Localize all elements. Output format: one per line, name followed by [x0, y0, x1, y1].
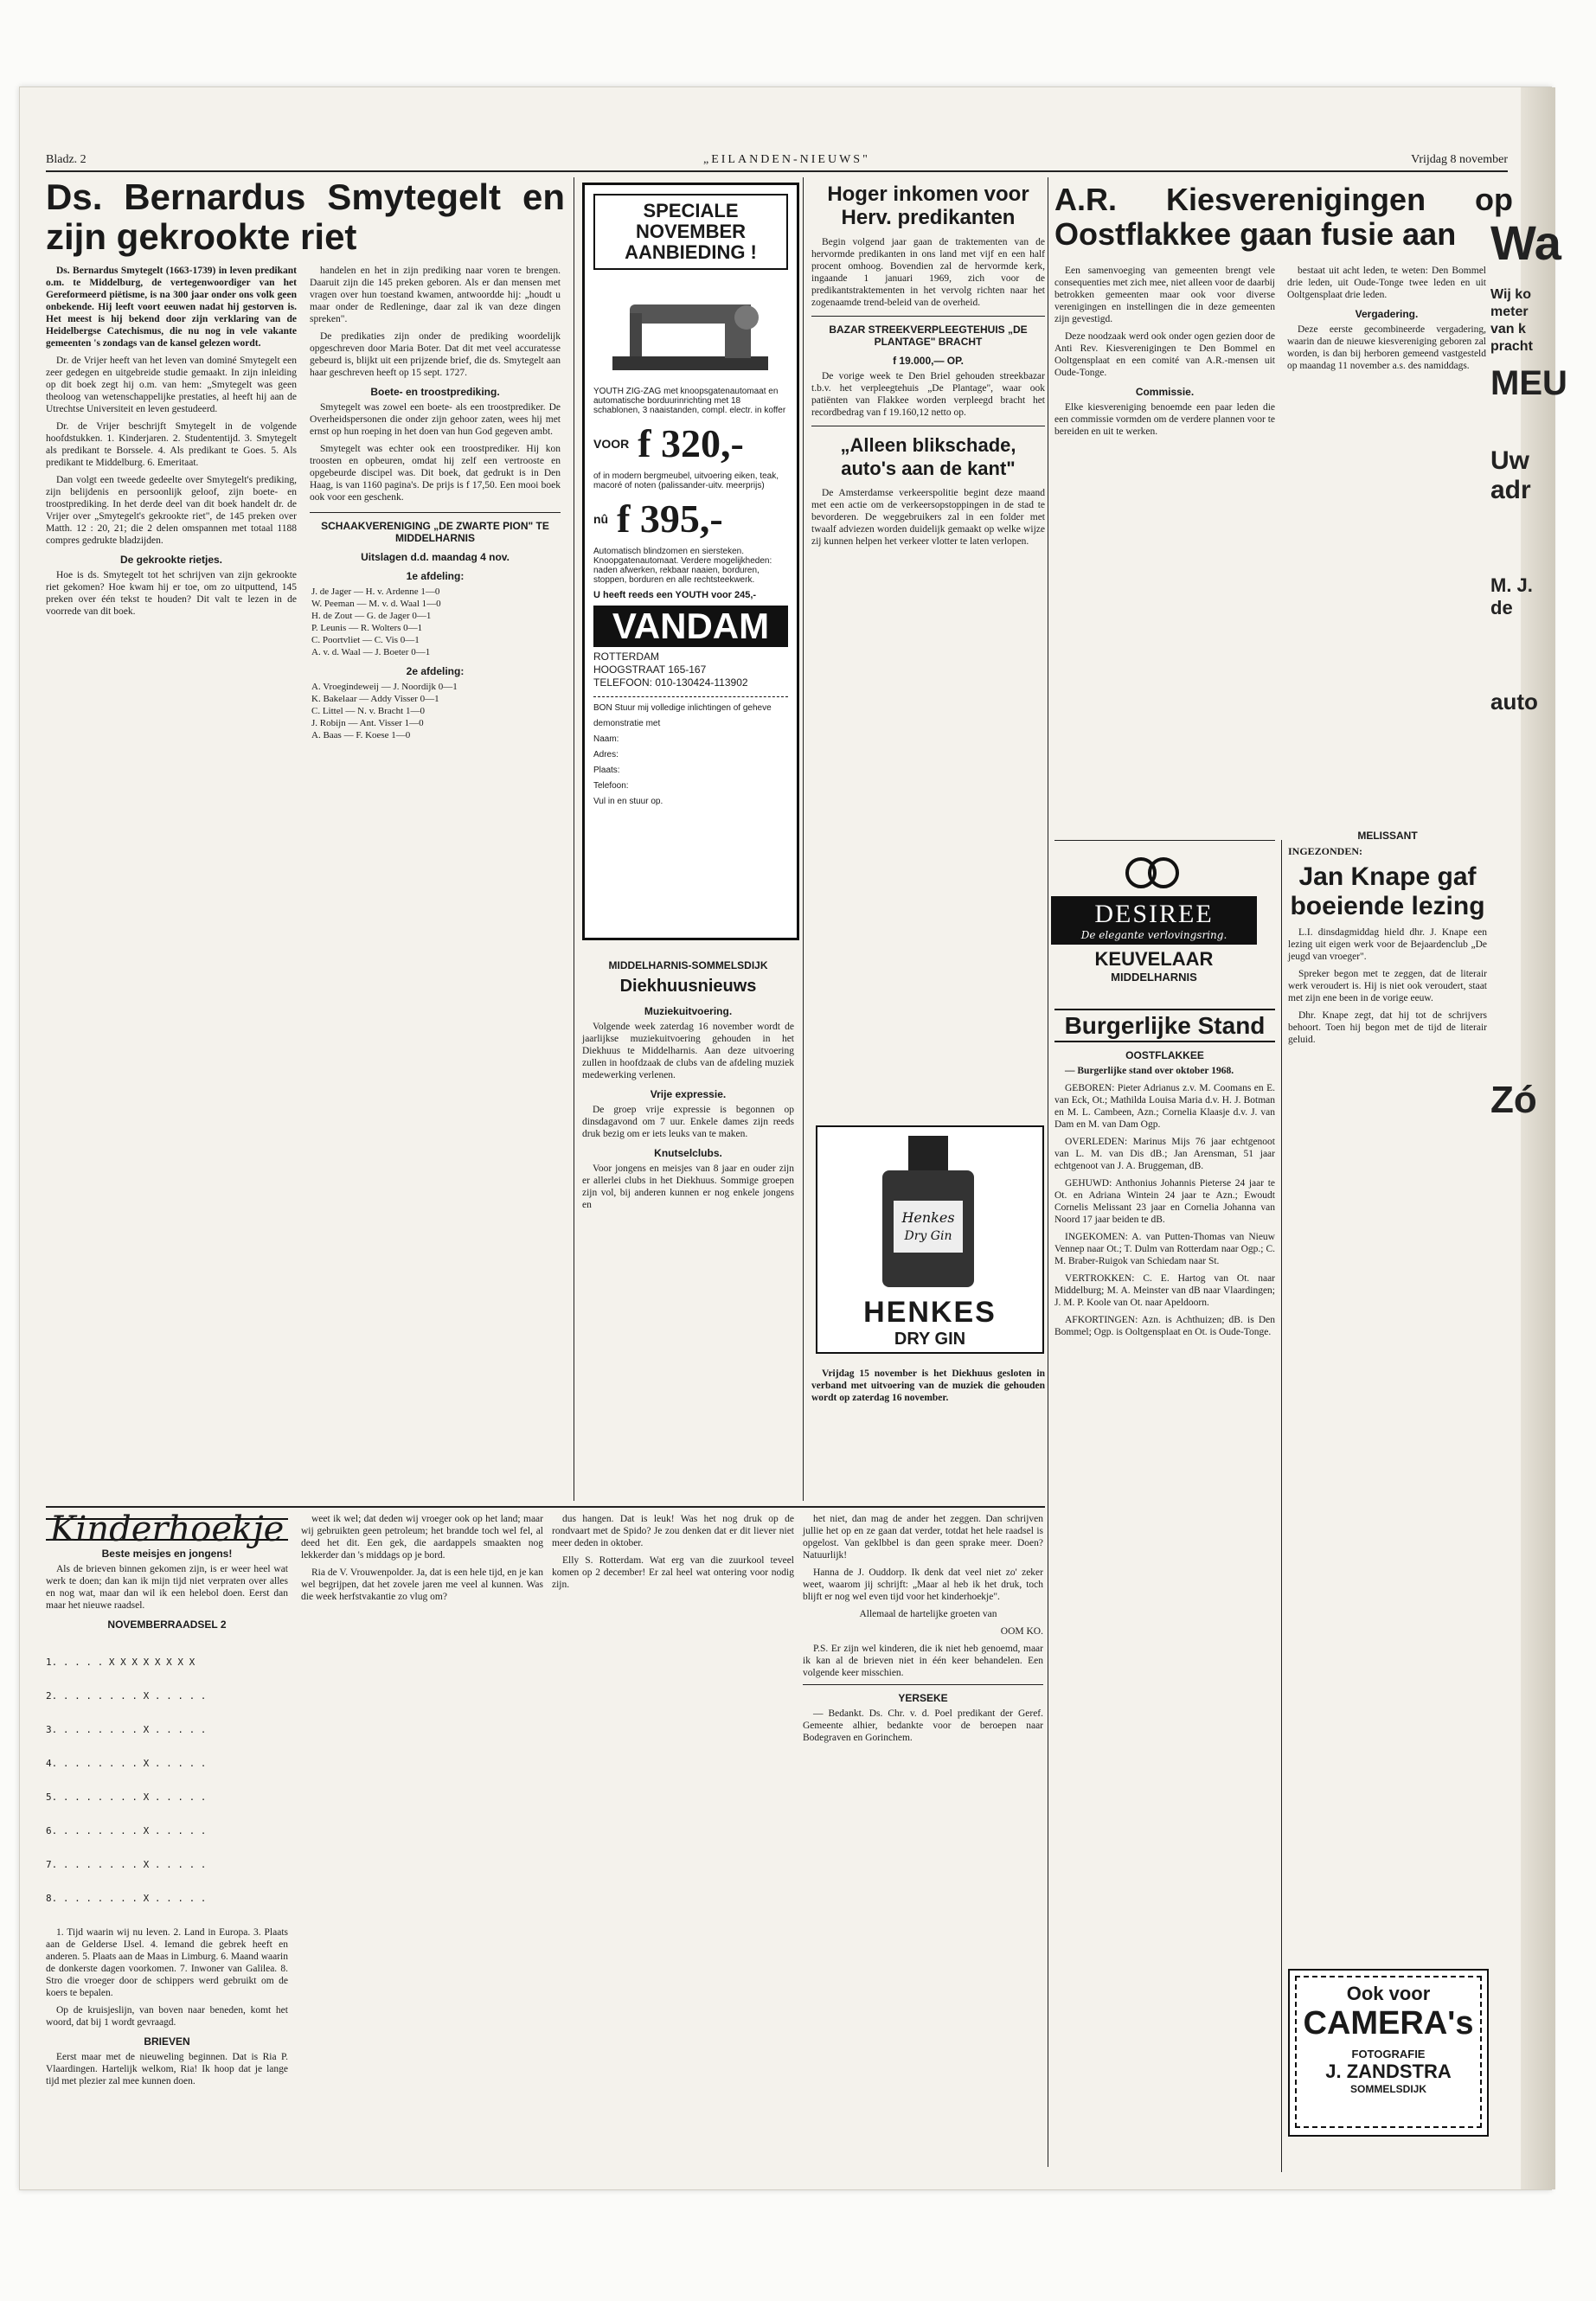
ad-city: ROTTERDAM	[593, 651, 659, 663]
brieven-p: Eerst maar met de nieuweling beginnen. Dat is Ria P. Vlaardingen. Hartelijk welkom, Ria! Ik hoop dat je lange tijd met plezier zal mee kunnen doen.	[46, 2052, 288, 2086]
section-rule	[1054, 840, 1275, 841]
burgerlijke-place: OOSTFLAKKEE	[1125, 1049, 1204, 1061]
smytegelt-c2p1: handelen en het in zijn prediking naar voren te brengen. Daaruit zijn die 145 preken geboren. Als er dan mensen met vragen over hun toestand kwamen, antwoordde hij: „houdt u maar onder de Redleninge, daar zal ik van deze dingen spreken".	[310, 266, 561, 324]
kinder-ps: P.S. Er zijn wel kinderen, die ik niet heb genoemd, maar ik kan al de brieven niet in één keer behandelen. Een volgende keer misschien.	[803, 1644, 1043, 1678]
raadsel-clues2: Op de kruisjeslijn, van boven naar beneden, komt het woord, dat bij 1 wordt gevraagd.	[46, 2005, 288, 2028]
paper-title: „EILANDEN-NIEUWS"	[703, 153, 870, 166]
burgerlijke-afkortingen: AFKORTINGEN: Azn. is Achthuizen; dB. is Den Bommel; Ogp. is Ooltgensplaat en Ot. is Oude-Tonge.	[1054, 1315, 1275, 1337]
kinder-c2p1: weet ik wel; dat deden wij vroeger ook op het land; maar wij gebruikten geen petroleum; het brandde toch wel fel, al deed het dit. Een gek, die aardappels smaakten nog lekkerder dan 's middags op je bord.	[301, 1514, 543, 1561]
yerseke-p: — Bedankt. Ds. Chr. v. d. Poel predikant der Geref. Gemeente alhier, bedankte voor de beroepen naar Bodegraven en Gorinchem.	[803, 1708, 1043, 1743]
schaak-row: H. de Zout — G. de Jager 0—1	[311, 611, 432, 621]
camera-ad	[1288, 1969, 1489, 2137]
rings-icon	[1051, 849, 1257, 892]
blik-title: „Alleen blikschade, auto's aan de kant"	[840, 434, 1016, 479]
issue-date: Vrijdag 8 november	[1411, 153, 1508, 166]
melissant-ingezonden: INGEZONDEN:	[1288, 845, 1363, 857]
smytegelt-c2p3: Smytegelt was zowel een boete- als een troostprediker. De Overheidspersonen die onder zijn gehoor zaten, wees hij met ernst op hun roeping in het doen van hun God gegeven ambt.	[310, 402, 561, 437]
diekhuus-s1: Muziekuitvoering.	[644, 1005, 733, 1017]
schaak-row: J. de Jager — H. v. Ardenne 1—0	[311, 586, 440, 597]
burgerlijke-title: Burgerlijke Stand	[1054, 1009, 1275, 1042]
folio-line	[46, 153, 1508, 170]
predikanten-p1: Begin volgend jaar gaan de traktementen van de hervormde predikanten in ons land met vijf en een half procent omhoog. Bovendien zal de hervormde kerk, ingaande 1 januari 1969, zich voor de predikantstraktementen in het vervolg richten naar het zogenaamde trend-beleid van de overheid.	[811, 237, 1045, 308]
predikanten-col	[811, 183, 1045, 1117]
ad-title: SPECIALE NOVEMBER AANBIEDING !	[593, 194, 788, 270]
desiree-shop: KEUVELAAR	[1094, 948, 1214, 970]
vrijdag-notice: Vrijdag 15 november is het Diekhuus gesloten in verband met uitvoering van de muziek die gehouden wordt op zaterdag 16 november.	[811, 1368, 1045, 1403]
schaak-title: SCHAAKVERENIGING „DE ZWARTE PION" TE MIDDELHARNIS	[321, 520, 549, 544]
peek-w5: M. J. de	[1490, 574, 1533, 619]
grid-row: 4. . . . . . . . X . . . . .	[46, 1758, 207, 1769]
bottle-label-1: Henkes	[901, 1209, 955, 1226]
kies-c2p1: bestaat uit acht leden, te weten: Den Bommel drie leden, uit Oude-Tonge twee leden en uit Ooltgensplaat drie leden.	[1287, 266, 1486, 300]
smytegelt-headline-block	[46, 177, 565, 255]
kies-p2: Deze noodzaak werd ook onder ogen gezien door de Anti Rev. Kiesverenigingen te Den Bommel en Ooltgensplaat en een comité van A.R.-mensen uit Oude-Tonge.	[1054, 331, 1275, 378]
diekhuus-s2p: De groep vrije expressie is begonnen op dinsdagavond om 7 uur. Enkele dames zijn reeds druk bezig om er iets leuks van te maken.	[582, 1105, 794, 1139]
camera-line4: J. ZANDSTRA	[1325, 2061, 1452, 2082]
peek-w6: auto	[1490, 689, 1538, 715]
ad-price2: f 395,-	[617, 497, 723, 541]
sewing-machine-icon	[595, 279, 785, 382]
schaak-row: C. Littel — N. v. Bracht 1—0	[311, 706, 425, 716]
ad-stuur: Vul in en stuur op.	[593, 797, 663, 806]
col-divider	[1281, 840, 1282, 2172]
kinder-c4p1: het niet, dan mag de ander het zeggen. Dan schrijven jullie het op en ze gaan dat verder, totdat het hele raadsel is opgelost. Van geklbbel is dan geen sprake meer. Doen? Natuurlijk!	[803, 1514, 1043, 1561]
raadsel-title: NOVEMBERRAADSEL 2	[107, 1618, 227, 1631]
kinder-c3p2: Elly S. Rotterdam. Wat erg van die zuurkool teveel komen op 2 december! Er zal heel wat ontering voor nodig zijn.	[552, 1555, 794, 1590]
ad-brand: VANDAM	[593, 606, 788, 647]
diekhuus-s3p: Voor jongens en meisjes van 8 jaar en ouder zijn er allerlei clubs in het Diekhuus. Sommige groepen zijn vol, bij anderen kunnen er nog enkele jongens en	[582, 1163, 794, 1210]
smytegelt-p2: Dr. de Vrijer beschrijft Smytegelt in de volgende hoofdstukken. 1. Kinderjaren. 2. Studententijd. 3. Smytegelt als predikant te Borssele. 4. Als predikant te Goes. 5. Als predikant te Middelburg. 6. Emeritaat.	[46, 421, 297, 468]
melissant-p3: Dhr. Knape zegt, dat hij tot de schrijvers behoort. Toen hij begon met de tijd de literair geluid.	[1288, 1010, 1487, 1045]
ad-price1: f 320,-	[638, 421, 744, 465]
kinder-col-3	[552, 1513, 794, 2170]
henkes-ad	[816, 1125, 1044, 1354]
ad-desc1: YOUTH ZIG-ZAG met knoopsgatenautomaat en automatische borduurinrichting met 18 schablonen, 3 naaistanden, compl. electr. in koffer	[593, 387, 786, 415]
ad-voor: VOOR	[593, 436, 630, 451]
burgerlijke-sub: — Burgerlijke stand over oktober 1968.	[1065, 1066, 1234, 1076]
diekhuus-place: MIDDELHARNIS-SOMMELSDIJK	[608, 959, 768, 971]
schaak-row: J. Robijn — Ant. Visser 1—0	[311, 718, 424, 728]
camera-line1: Ook voor	[1346, 1983, 1431, 2004]
smytegelt-sub-rietjes: De gekrookte rietjes.	[119, 554, 223, 566]
smytegelt-col-2	[310, 265, 561, 1493]
schaak-row: A. v. d. Waal — J. Boeter 0—1	[311, 647, 431, 657]
peek-w1: Wa	[1490, 215, 1561, 270]
diekhuus-s1p: Volgende week zaterdag 16 november wordt de jaarlijkse muziekuitvoering gehouden in het Diekhuus te Middelharnis. Aan deze uitvoering zullen in hoofdzaak de clubs van de afdeling muziek medewerking verlenen.	[582, 1022, 794, 1080]
peek-w7: Zó	[1490, 1079, 1537, 1121]
kinder-c4p2: Hanna de J. Ouddorp. Ik denk dat veel niet zo' zeker weet, waarom jij schrijft: „Maar al heb ik het druk, toch blijft er nog wel even tijd voor het kinderhoekje".	[803, 1567, 1043, 1602]
raadsel-clues: 1. Tijd waarin wij nu leven. 2. Land in Europa. 3. Plaats aan de Gelderse IJsel. 4. Iemand die gebrek heeft en anderen. 5. Plaats aan de Maas in Limburg. 6. Maand waarin de donkerste dagen voorkomen. 7. Inwoner van Galilea. 8. Stro die vroeger door de schippers werd gebruikt om de koers te bepalen.	[46, 1927, 288, 1998]
top-rule	[46, 170, 1508, 172]
naaimachine-ad	[582, 183, 799, 940]
camera-line5: SOMMELSDIJK	[1349, 2083, 1426, 2095]
ad-plaats-field: Plaats:	[593, 766, 620, 775]
henkes-product: DRY GIN	[894, 1330, 966, 1349]
kiesvereniging-headline-block	[1054, 183, 1513, 260]
burgerlijke-gehuwd: GEHUWD: Anthonius Johannis Pieterse 24 jaar te Ot. en Adriana Wintein 24 jaar te Azn.; Ewoudt Cornelis Melissant 23 jaar en Cornelia Johanna van Noord 17 jaar beiden te dB.	[1054, 1178, 1275, 1225]
melissant-title: Jan Knape gaf boeiende lezing	[1290, 862, 1485, 920]
desiree-tag: De elegante verlovingsring.	[1080, 929, 1227, 941]
schaak-afd1-table	[310, 586, 561, 658]
desiree-ad	[1051, 849, 1257, 996]
desiree-brand: DESIREE	[1094, 900, 1214, 928]
melissant-p1: L.I. dinsdagmiddag hield dhr. J. Knape een lezing uit eigen werk voor de Bejaardenclub „De jeugd van vroeger".	[1288, 927, 1487, 962]
henkes-brand: HENKES	[863, 1296, 997, 1329]
yerseke-title: YERSEKE	[898, 1692, 948, 1704]
predikanten-title: Hoger inkomen voor Herv. predikanten	[827, 183, 1029, 229]
bazar-p: De vorige week te Den Briel gehouden streekbazar t.b.v. het verpleegtehuis „De Plantage", waar ook patiënten van Flakkee worden verpleegd bracht het recordbedrag van f 19.160,12 netto op.	[811, 371, 1045, 418]
schaak-afd1: 1e afdeling:	[406, 570, 465, 582]
blik-p: De Amsterdamse verkeerspolitie begint deze maand met een actie om de verkeersopstoppingen in de stad te bevorderen. De weggebruikers zal in een folder met twaalf adviezen worden duidelijk gemaakt op welke wijze zij kunnen helpen het verkeer vlotter te laten verlopen.	[811, 488, 1045, 547]
grid-row: 8. . . . . . . . X . . . . .	[46, 1893, 207, 1904]
smytegelt-c2p2: De predikaties zijn onder de prediking woordelijk opgeschreven door Maria Boter. Dat dit met veel accuratesse gebeurd is, blijkt uit een prijzende brief, die ds. Smytegelt aan haar geschreven heeft op 15 sept. 1727.	[310, 331, 561, 378]
melissant-col	[1288, 823, 1487, 1956]
kinder-groet: Allemaal de hartelijke groeten van	[859, 1609, 997, 1619]
smytegelt-headline: Ds. Bernardus Smytegelt en zijn gekrookte riet	[46, 176, 565, 257]
burgerlijke-ingekomen: INGEKOMEN: A. van Putten-Thomas van Nieuw Vennep naar Ot.; T. Dulm van Rotterdam naar Ogp.; C. M. Braber-Ruigok van Schiedam naar St.	[1054, 1232, 1275, 1266]
ad-trade: U heeft reeds een YOUTH voor 245,-	[593, 590, 757, 600]
schaak-row: W. Peeman — M. v. d. Waal 1—0	[311, 599, 441, 609]
page-number: Bladz. 2	[46, 153, 87, 166]
peek-w4: Uw adr	[1490, 446, 1531, 504]
ad-street: HOOGSTRAAT 165-167	[593, 663, 707, 676]
ad-phone: TELEFOON: 010-130424-113902	[593, 676, 748, 689]
kinder-intro: Als de brieven binnen gekomen zijn, is er weer heel wat werk te doen; dan kan ik mijn tijd niet verpraten over alles en nog wat, maar dan wil ik een helebol doen. Eerst dan maar het nieuwe raadsel.	[46, 1564, 288, 1611]
kies-p3: Elke kiesvereniging benoemde een paar leden die een commissie vormden om de verdere plannen voor te bereiden en uit te werken.	[1054, 402, 1275, 437]
smytegelt-p3: Dan volgt een tweede gedeelte over Smytegelt's prediking, zijn belijdenis en persoonlijk geloof, zijn boete- en troostprediking. In het derde deel van dit boek handelt dr. de Vrijer over „Smytegelt's gekrookte riet", de 145 preken over Matth. 12 : 20, 21; die 2 delen omspannen met totaal 1188 compres gedrukte bladzijden.	[46, 475, 297, 546]
burgerlijke-vertrokken: VERTROKKEN: C. E. Hartog van Ot. naar Middelburg; M. A. Meinster van dB naar Vlaardingen; J. M. P. Koole van Ot. naar Apeldoorn.	[1054, 1273, 1275, 1308]
smytegelt-c2p4: Smytegelt was echter ook een troostprediker. Hij kon troosten en opbeuren, omdat hij zelf een vertrooste en opgebeurde discipel was. Dit boek, dat gedrukt is in Den Haag, is van 1160 pagina's. De prijs is f 17,50. Een mooi boek ook voor een geschenk.	[310, 444, 561, 503]
schaak-row: A. Vroegindeweij — J. Noordijk 0—1	[311, 682, 458, 692]
smytegelt-lead: Ds. Bernardus Smytegelt (1663-1739) in leven predikant o.m. te Middelburg, de vertegenwoordiger van het Gereformeerd piëtisme, is na 300 jaar onder ons volk geen onbekende. Hij leeft voort eeuwen nadat hij gestorven is. Het meest is hij bekend door zijn verklaring van de Heidelbergse Catechismus, die nu nog in vele vakante gemeenten 's zondags van de kansel gelezen wordt.	[46, 266, 297, 349]
ad-naam-field: Naam:	[593, 734, 619, 744]
bottle-label-2: Dry Gin	[904, 1229, 952, 1243]
kinder-c3p1: dus hangen. Dat is leuk! Was het nog druk op de rondvaart met de Spido? Je zou denken dat er dit liever niet meer deden in oktober.	[552, 1514, 794, 1548]
grid-row: 2. . . . . . . . X . . . . .	[46, 1690, 207, 1702]
burgerlijke-overleden: OVERLEDEN: Marinus Mijs 76 jaar echtgenoot van L. M. van Dis dB.; Jan Arensman, 51 jaar echtgenoot van J. A. Bruggeman, dB.	[1054, 1137, 1275, 1171]
grid-row: 5. . . . . . . . X . . . . .	[46, 1791, 207, 1803]
schaak-afd2: 2e afdeling:	[406, 665, 465, 677]
kinder-col-4	[803, 1513, 1043, 2170]
kies-vergadering: Vergadering.	[1355, 308, 1419, 320]
grid-row: 7. . . . . . . . X . . . . .	[46, 1859, 207, 1870]
newspaper-page	[19, 87, 1567, 2190]
kinder-sign: OOM KO.	[1000, 1626, 1043, 1637]
ad-desc2: of in modern bergmeubel, uitvoering eiken, teak, macoré of noten (palissander-uitv. meerprijs)	[593, 471, 779, 490]
smytegelt-p4: Hoe is ds. Smytegelt tot het schrijven van zijn gekrookte riet gekomen? Hoe kwam hij er toe, om zo uitputtend, 145 preken over één tekst te houden? Dit valt te lezen in de voorrede van dit boek.	[46, 570, 297, 617]
ad-telefoon-field: Telefoon:	[593, 781, 629, 791]
schaak-afd2-table	[310, 681, 561, 741]
kiesvereniging-col-1	[1054, 265, 1275, 836]
diekhuus-s2: Vrije expressie.	[650, 1088, 727, 1100]
next-page-edge	[1490, 215, 1567, 1122]
grid-row: 3. . . . . . . . X . . . . .	[46, 1724, 207, 1735]
camera-line3: FOTOGRAFIE	[1351, 2048, 1426, 2061]
melissant-place: MELISSANT	[1357, 830, 1418, 842]
ad-adres-field: Adres:	[593, 750, 619, 760]
kinder-col-1	[46, 1509, 288, 2170]
kinder-c2p2: Ria de V. Vrouwenpolder. Ja, dat is een hele tijd, en je kan wel begrijpen, dat het zovele jaren me veel al kunnen. Was die week herfstvakantie zo vlug om?	[301, 1567, 543, 1602]
smytegelt-col-1	[46, 265, 297, 1493]
gin-bottle-icon	[817, 1127, 1039, 1292]
kinderhoekje-title: Kinderhoekje	[46, 1518, 288, 1541]
kiesvereniging-col-2	[1287, 265, 1486, 810]
kiesvereniging-title: A.R. Kiesverenigingen op Oostflakkee gaan fusie aan	[1054, 182, 1513, 252]
brieven-title: BRIEVEN	[144, 2035, 190, 2048]
melissant-p2: Spreker begon met te zeggen, dat de literair werk veroudert is. Hij is niet ook veroudert, staat met zijn ene been in de vorige eeuw.	[1288, 969, 1487, 1003]
col-divider	[803, 177, 804, 1501]
diekhuus-title: Diekhuusnieuws	[619, 977, 757, 996]
camera-line2: CAMERA's	[1303, 2005, 1474, 2041]
smytegelt-sub-boete: Boete- en troostprediking.	[370, 386, 500, 398]
diekhuus-s3: Knutselclubs.	[654, 1147, 722, 1159]
grid-row: 1. . . . . X X X X X X X X	[46, 1657, 195, 1668]
kinder-greet: Beste meisjes en jongens!	[101, 1548, 233, 1560]
peek-w3: MEU	[1490, 364, 1567, 402]
smytegelt-p1: Dr. de Vrijer heeft van het leven van dominé Smytegelt een zeer gedegen en uitgebreide studie gemaakt. In zijn inleiding op dit boek zegt hij o.m. van hem: „Smytegelt was geen theoloog van wetenschappelijke prestaties, al heeft hij aan de Utrechtse Universiteit en leven gestudeerd.	[46, 356, 297, 414]
burgerlijke-col	[1054, 1009, 1275, 2168]
schaak-row: A. Baas — F. Koese 1—0	[311, 730, 411, 740]
peek-w2: Wij ko meter van k pracht	[1490, 287, 1533, 354]
kies-commissie: Commissie.	[1135, 386, 1195, 398]
kies-c2p2: Deze eerste gecombineerde vergadering, waarin dan de nieuwe kiesvereniging geboren zal worden, is dan bij herboren gemeend vastgesteld op maandag 11 november a.s. des namiddags.	[1287, 324, 1486, 371]
bazar-title: BAZAR STREEKVERPLEEGTEHUIS „DE PLANTAGE" BRACHT	[829, 324, 1028, 348]
schaak-row: K. Bakelaar — Addy Visser 0—1	[311, 694, 439, 704]
kinder-col-2	[301, 1513, 543, 2170]
desiree-town: MIDDELHARNIS	[1111, 971, 1197, 984]
raadsel-grid	[46, 1634, 288, 1926]
schaak-uitslagen: Uitslagen d.d. maandag 4 nov.	[361, 551, 510, 563]
ad-bon: BON Stuur mij volledige inlichtingen of geheve demonstratie met	[593, 703, 772, 728]
kies-p1: Een samenvoeging van gemeenten brengt vele consequenties met zich mee, niet alleen voor de daarbij betrokken gemeenten maar ook voor diverse verenigingen en instellingen die in deze gemeenten zijn gevestigd.	[1054, 266, 1275, 324]
schaak-row: C. Poortvliet — C. Vis 0—1	[311, 635, 420, 645]
vrijdag-notice-block	[811, 1368, 1045, 1489]
bazar-amount: f 19.000,— OP.	[893, 355, 964, 367]
burgerlijke-geboren: GEBOREN: Pieter Adrianus z.v. M. Coomans en E. van Eck, Ot.; Mathilda Louisa Maria d.v. H. J. Botman en M. L. Cambeen, Azn.; Cornelia Klaasje d.v. J. van Dam en M. van Dam Ogp.	[1054, 1083, 1275, 1130]
ad-extra: Automatisch blindzomen en siersteken. Knoopgatenautomaat. Verdere mogelijkheden: naden afwerken, rekbaar naaien, borduren, stoppen, borduren en alle rechtsteekwerk.	[593, 547, 772, 585]
grid-row: 6. . . . . . . . X . . . . .	[46, 1825, 207, 1836]
schaak-row: P. Leunis — R. Wolters 0—1	[311, 623, 423, 633]
section-rule	[46, 1506, 1045, 1508]
diekhuus-col	[582, 952, 794, 1497]
ad-nu: nû	[593, 511, 609, 526]
